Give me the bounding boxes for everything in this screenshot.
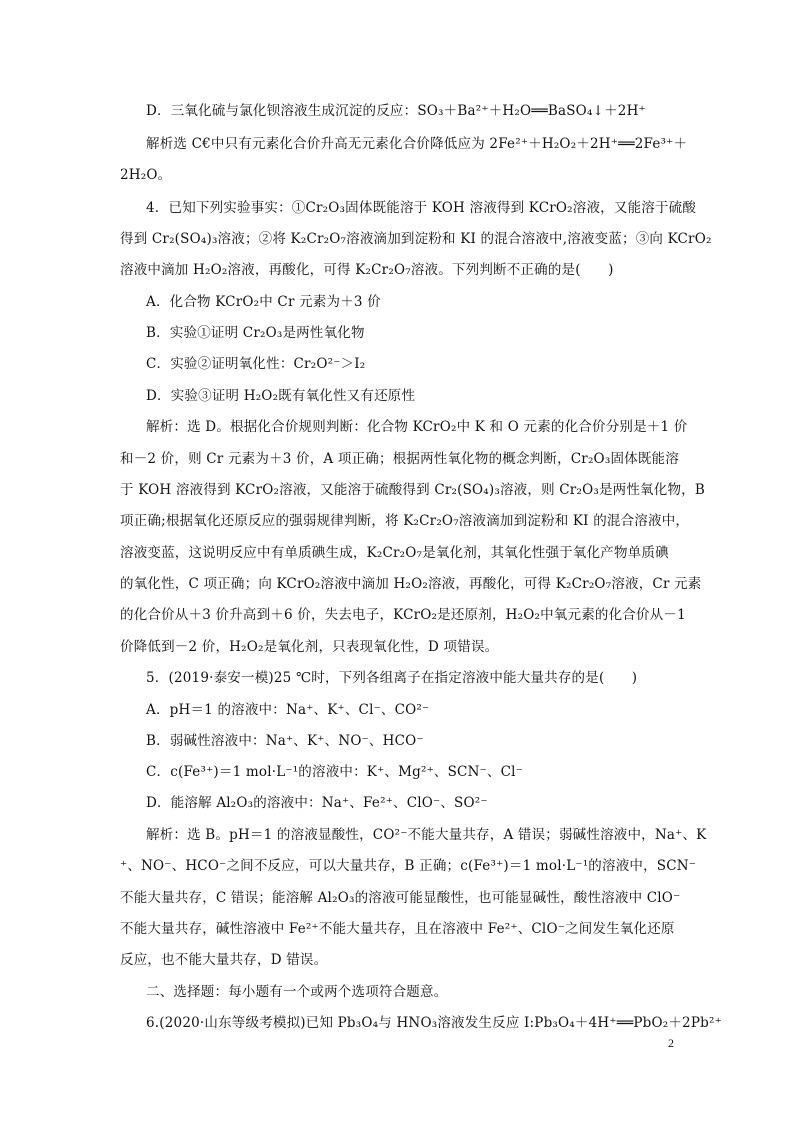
analysis-line: 不能大量共存，C 错误；能溶解 Al₂O₃的溶液可能显酸性，也可能显碱性，酸性溶液中 ClO⁻	[120, 890, 681, 906]
analysis-line: ⁺、NO⁻、HCO⁻之间不反应，可以大量共存，B 正确；c(Fe³⁺)＝1 mol·L⁻¹的溶液中，SCN⁻	[120, 858, 697, 874]
option-b: B．弱碱性溶液中：Na⁺、K⁺、NO⁻、HCO⁻	[146, 733, 424, 749]
analysis-line: 溶液变蓝，这说明反应中有单质碘生成，K₂Cr₂O₇是氧化剂，其氧化性强于氧化产物单质碘	[120, 545, 669, 561]
analysis-line: 价降低到－2 价，H₂O₂是氧化剂，只表现氧化性，D 项错误。	[120, 639, 499, 655]
option-b: B．实验①证明 Cr₂O₃是两性氧化物	[146, 325, 365, 341]
option-d-line: D．三氧化硫与氯化钡溶液生成沉淀的反应：SO₃＋Ba²⁺＋H₂O══BaSO₄↓＋2H⁺	[146, 103, 646, 119]
analysis-line: 解析：选 B。pH＝1 的溶液显酸性，CO²⁻不能大量共存，A 错误；弱碱性溶液中，Na⁺、K	[146, 827, 707, 843]
option-c: C．实验②证明氧化性：Cr₂O²⁻＞I₂	[146, 356, 366, 372]
question-4-stem: 溶液中滴加 H₂O₂溶液，再酸化，可得 K₂Cr₂O₇溶液。下列判断不正确的是( )	[120, 262, 614, 278]
page-number: 2	[668, 1036, 674, 1050]
analysis-line: 2H₂O。	[120, 167, 172, 183]
analysis-line: 于 KOH 溶液得到 KCrO₂溶液，又能溶于硫酸得到 Cr₂(SO₄)₃溶液，则 Cr₂O₃是两性氧化物，B	[120, 482, 705, 498]
analysis-line: 不能大量共存，碱性溶液中 Fe²⁺不能大量共存，且在溶液中 Fe²⁺、ClO⁻之间发生氧化还原	[120, 921, 675, 937]
option-a: A．化合物 KCrO₂中 Cr 元素为＋3 价	[146, 294, 381, 310]
analysis-line: 和－2 价，则 Cr 元素为＋3 价，A 项正确；根据两性氧化物的概念判断，Cr₂O₃固体既能溶	[120, 451, 679, 467]
analysis-line: 的化合价从＋3 价升高到＋6 价，失去电子，KCrO₂是还原剂，H₂O₂中氧元素的化合价从－1	[120, 607, 686, 623]
option-a: A．pH＝1 的溶液中：Na⁺、K⁺、Cl⁻、CO²⁻	[146, 702, 430, 718]
question-5-stem: 5．(2019·泰安一模)25 ℃时，下列各组离子在指定溶液中能大量共存的是( )	[146, 670, 638, 686]
analysis-line: 解析：选 D。根据化合价规则判断：化合物 KCrO₂中 K 和 O 元素的化合价分别是＋1 价	[146, 419, 688, 435]
question-6-stem: 6.(2020·山东等级考模拟)已知 Pb₃O₄与 HNO₃溶液发生反应 I:Pb₃O₄＋4H⁺══PbO₂＋2Pb²⁺	[146, 1015, 722, 1031]
section-heading: 二、选择题：每小题有一个或两个选项符合题意。	[146, 984, 448, 1000]
analysis-line: 反应，也不能大量共存，D 错误。	[120, 952, 328, 968]
question-4-stem: 4．已知下列实验事实：①Cr₂O₃固体既能溶于 KOH 溶液得到 KCrO₂溶液，又能溶于硫酸	[146, 200, 697, 216]
analysis-line: 项正确;根据氧化还原反应的强弱规律判断，将 K₂Cr₂O₇溶液滴加到淀粉和 KI 的混合溶液中，	[120, 513, 690, 529]
option-c: C．c(Fe³⁺)＝1 mol·L⁻¹的溶液中：K⁺、Mg²⁺、SCN⁻、Cl⁻	[146, 764, 524, 780]
option-d: D．实验③证明 H₂O₂既有氧化性又有还原性	[146, 388, 416, 404]
analysis-line: 的氧化性，C 项正确；向 KCrO₂溶液中滴加 H₂O₂溶液，再酸化，可得 K₂Cr₂O₇溶液，Cr 元素	[120, 576, 702, 592]
option-d: D．能溶解 Al₂O₃的溶液中：Na⁺、Fe²⁺、ClO⁻、SO²⁻	[146, 795, 488, 811]
analysis-line: 解析选 C€中只有元素化合价升高无元素化合价降低应为 2Fe²⁺＋H₂O₂＋2H⁺══2Fe³⁺＋	[146, 136, 688, 152]
question-4-stem: 得到 Cr₂(SO₄)₃溶液；②将 K₂Cr₂O₇溶液滴加到淀粉和 KI 的混合溶液中,溶液变蓝；③向 KCrO₂	[120, 231, 712, 247]
